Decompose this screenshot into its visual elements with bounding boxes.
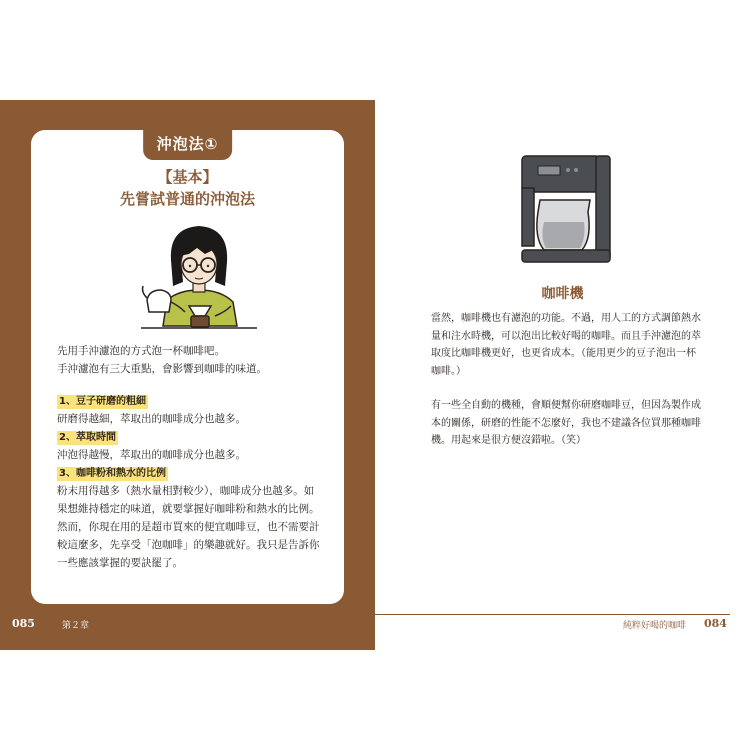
section-title: 先嘗試普通的沖泡法: [119, 190, 255, 208]
section-title-coffee-machine: 咖啡機: [541, 286, 584, 302]
point-line: 果想維持穩定的味道，就要掌握好咖啡粉和熱水的比例。: [57, 503, 320, 515]
paragraph-line: 有一些全自動的機種，會順便幫你研磨咖啡豆，但因為製作成: [431, 400, 701, 411]
point-line: 研磨得越細，萃取出的咖啡成分也越多。: [57, 413, 246, 425]
paragraph-line: 量和注水時機，可以泡出比較好喝的咖啡。而且手沖濾泡的萃: [431, 330, 701, 342]
point-line: 沖泡得越慢，萃取出的咖啡成分也越多。: [57, 449, 246, 461]
left-page: [0, 100, 375, 650]
chapter-label-left: 第２章: [62, 621, 90, 631]
point-line: 一些應該掌握的要訣罷了。: [57, 557, 183, 569]
right-body-text: [431, 310, 711, 450]
girl-pour-over-illustration: [139, 220, 259, 332]
coffee-machine-illustration: [518, 152, 614, 268]
paragraph-line: 機。用起來是很方便沒錯啦。（笑）: [431, 435, 586, 446]
page-number-left: 085: [12, 617, 35, 630]
paragraph-line: 本的關係，研磨的性能不怎麼好，我也不建議各位買那種咖啡: [431, 417, 701, 429]
intro-line: 先用手沖濾泡的方式泡一杯咖啡吧。: [57, 345, 225, 357]
chapter-tab: 沖泡法①: [143, 128, 233, 160]
section-label: 【基本】: [157, 168, 218, 186]
point-title-ratio: 3、咖啡粉和熱水的比例: [59, 468, 166, 479]
paragraph-line: 取度比咖啡機更好，也更省成本。（能用更少的豆子泡出一杯: [431, 348, 696, 359]
content-card: [31, 130, 344, 604]
paragraph-line: 當然，咖啡機也有濾泡的功能。不過，用人工的方式調節熱水: [431, 313, 701, 324]
point-line: 然而，你現在用的是超市買來的便宜咖啡豆，也不需要計: [57, 521, 320, 533]
left-body-text: [57, 342, 323, 572]
chapter-label-right: 純粹好喝的咖啡: [623, 621, 687, 631]
intro-line: 手沖濾泡有三大重點，會影響到咖啡的味道。: [57, 363, 267, 375]
footer-rule-right: [375, 614, 730, 615]
point-line: 較這麼多，先享受「泡咖啡」的樂趣就好。我只是告訴你: [57, 539, 320, 551]
point-title-grind: 1、豆子研磨的粗細: [59, 396, 146, 407]
point-title-time: 2、萃取時間: [59, 432, 116, 443]
page-number-right: 084: [704, 617, 727, 630]
point-line: 粉末用得越多（熱水量相對較少），咖啡成分也越多。如: [57, 485, 315, 497]
paragraph-line: 咖啡。）: [431, 365, 466, 377]
